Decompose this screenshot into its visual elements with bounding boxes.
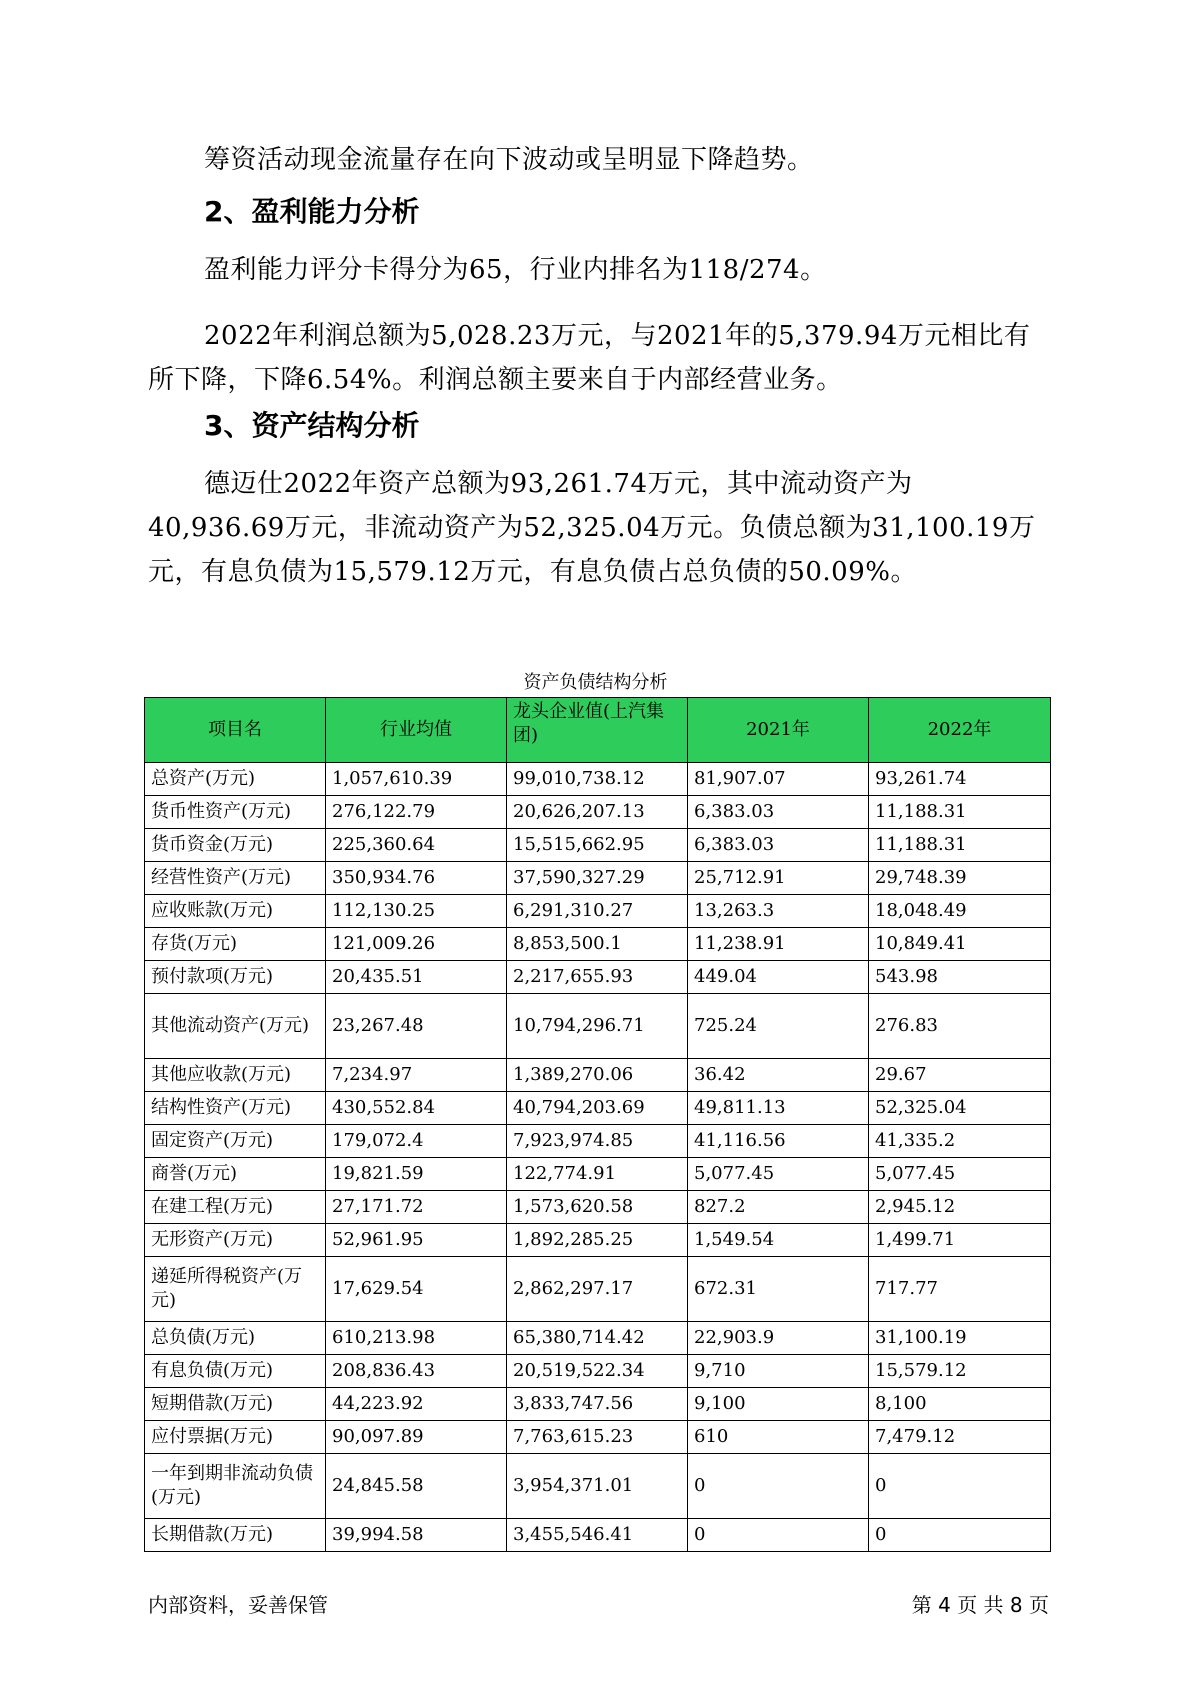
table-cell: 122,774.91 [507,1158,688,1191]
table-cell: 8,853,500.1 [507,928,688,961]
footer-page-number: 第 4 页 共 8 页 [911,1593,1049,1617]
table-cell: 9,710 [688,1355,869,1388]
table-cell: 11,188.31 [869,796,1051,829]
table-row [145,1125,1051,1158]
table-cell: 6,291,310.27 [507,895,688,928]
table-row-label: 应付票据(万元) [145,1421,326,1454]
table-cell: 0 [869,1519,1051,1552]
table-cell: 10,849.41 [869,928,1051,961]
table-cell: 39,994.58 [326,1519,507,1552]
table-cell: 0 [869,1454,1051,1519]
table-row-label: 应收账款(万元) [145,895,326,928]
paragraph-text: 筹资活动现金流量存在向下波动或呈明显下降趋势。 [204,145,814,175]
paragraph-asset-summary: 德迈仕2022年资产总额为93,261.74万元，其中流动资产为40,936.69万元，非流动资产为52,325.04万元。负债总额为31,100.19万元，有息负债为15,579.12万元，有息负债占总负债的50.09%。 [148,469,1036,587]
table-row [145,1421,1051,1454]
table-cell: 1,892,285.25 [507,1224,688,1257]
table-row-label: 长期借款(万元) [145,1519,326,1552]
table-row [145,928,1051,961]
table-cell: 725.24 [688,994,869,1059]
balance-structure-table [144,697,1051,1552]
table-cell: 22,903.9 [688,1322,869,1355]
table-cell: 40,794,203.69 [507,1092,688,1125]
table-row-label: 有息负债(万元) [145,1355,326,1388]
table-cell: 672.31 [688,1257,869,1322]
table-cell: 90,097.89 [326,1421,507,1454]
table-cell: 8,100 [869,1388,1051,1421]
table-cell: 350,934.76 [326,862,507,895]
table-caption: 资产负债结构分析 [523,672,668,693]
table-row [145,1355,1051,1388]
table-row-label: 总负债(万元) [145,1322,326,1355]
table-row-label: 递延所得税资产(万元) [145,1257,326,1322]
table-cell: 15,515,662.95 [507,829,688,862]
table-row [145,1257,1051,1322]
table-cell: 13,263.3 [688,895,869,928]
table-cell: 99,010,738.12 [507,763,688,796]
table-cell: 0 [688,1519,869,1552]
table-row-label: 经营性资产(万元) [145,862,326,895]
table-cell: 25,712.91 [688,862,869,895]
table-cell: 827.2 [688,1191,869,1224]
table-cell: 7,234.97 [326,1059,507,1092]
table-row-label: 一年到期非流动负债(万元) [145,1454,326,1519]
table-cell: 3,954,371.01 [507,1454,688,1519]
table-cell: 41,335.2 [869,1125,1051,1158]
table-cell: 543.98 [869,961,1051,994]
table-cell: 11,238.91 [688,928,869,961]
paragraph-cashflow-tail [148,138,1048,182]
table-cell: 49,811.13 [688,1092,869,1125]
table-row [145,1092,1051,1125]
table-cell: 15,579.12 [869,1355,1051,1388]
table-cell: 1,499.71 [869,1224,1051,1257]
table-cell: 6,383.03 [688,796,869,829]
table-row-label: 其他应收款(万元) [145,1059,326,1092]
table-row-label: 结构性资产(万元) [145,1092,326,1125]
table-row-label: 无形资产(万元) [145,1224,326,1257]
table-cell: 2,862,297.17 [507,1257,688,1322]
table-cell: 20,519,522.34 [507,1355,688,1388]
table-cell: 5,077.45 [869,1158,1051,1191]
table-cell: 27,171.72 [326,1191,507,1224]
table-header-cell: 行业均值 [326,698,507,763]
table-header-cell: 项目名 [145,698,326,763]
table-cell: 430,552.84 [326,1092,507,1125]
table-cell: 20,435.51 [326,961,507,994]
table-cell: 225,360.64 [326,829,507,862]
table-cell: 276.83 [869,994,1051,1059]
table-cell: 7,923,974.85 [507,1125,688,1158]
table-cell: 17,629.54 [326,1257,507,1322]
table-row-label: 总资产(万元) [145,763,326,796]
table-cell: 65,380,714.42 [507,1322,688,1355]
table-row [145,961,1051,994]
table-cell: 20,626,207.13 [507,796,688,829]
table-row [145,994,1051,1059]
table-cell: 276,122.79 [326,796,507,829]
table-row-label: 商誉(万元) [145,1158,326,1191]
table-row-label: 预付款项(万元) [145,961,326,994]
table-row [145,862,1051,895]
table-cell: 208,836.43 [326,1355,507,1388]
table-cell: 10,794,296.71 [507,994,688,1059]
table-cell: 610 [688,1421,869,1454]
table-cell: 610,213.98 [326,1322,507,1355]
table-row [145,763,1051,796]
table-row-label: 其他流动资产(万元) [145,994,326,1059]
table-body [145,763,1051,1552]
paragraph-profit-total: 2022年利润总额为5,028.23万元，与2021年的5,379.94万元相比有所下降，下降6.54%。利润总额主要来自于内部经营业务。 [148,321,1031,395]
heading-asset-structure: 3、资产结构分析 [204,409,420,442]
table-cell: 1,389,270.06 [507,1059,688,1092]
table-cell: 29,748.39 [869,862,1051,895]
table-row [145,1224,1051,1257]
table-row [145,895,1051,928]
table-row-label: 存货(万元) [145,928,326,961]
paragraph-profitability-score: 盈利能力评分卡得分为65，行业内排名为118/274。 [204,255,827,285]
heading-profitability: 2、盈利能力分析 [204,195,420,228]
table-row-label: 货币性资产(万元) [145,796,326,829]
table-cell: 7,479.12 [869,1421,1051,1454]
table-row [145,1519,1051,1552]
table-cell: 6,383.03 [688,829,869,862]
table-cell: 41,116.56 [688,1125,869,1158]
table-cell: 2,945.12 [869,1191,1051,1224]
table-cell: 9,100 [688,1388,869,1421]
table-cell: 36.42 [688,1059,869,1092]
table-cell: 52,961.95 [326,1224,507,1257]
table-cell: 52,325.04 [869,1092,1051,1125]
table-cell: 11,188.31 [869,829,1051,862]
table-cell: 717.77 [869,1257,1051,1322]
table-row [145,796,1051,829]
table-header-row [145,698,1051,763]
table-cell: 81,907.07 [688,763,869,796]
table-cell: 37,590,327.29 [507,862,688,895]
table-header-cell: 2021年 [688,698,869,763]
table-row [145,1059,1051,1092]
table-row-label: 固定资产(万元) [145,1125,326,1158]
table-row [145,1322,1051,1355]
table-cell: 1,573,620.58 [507,1191,688,1224]
table-cell: 93,261.74 [869,763,1051,796]
table-row-label: 货币资金(万元) [145,829,326,862]
table-cell: 3,455,546.41 [507,1519,688,1552]
table-cell: 112,130.25 [326,895,507,928]
table-cell: 7,763,615.23 [507,1421,688,1454]
table-cell: 5,077.45 [688,1158,869,1191]
table-cell: 0 [688,1454,869,1519]
table-cell: 44,223.92 [326,1388,507,1421]
table-cell: 31,100.19 [869,1322,1051,1355]
table-cell: 449.04 [688,961,869,994]
table-cell: 1,549.54 [688,1224,869,1257]
table-cell: 29.67 [869,1059,1051,1092]
table-row [145,1191,1051,1224]
table-cell: 23,267.48 [326,994,507,1059]
table-cell: 19,821.59 [326,1158,507,1191]
table-cell: 2,217,655.93 [507,961,688,994]
table-cell: 179,072.4 [326,1125,507,1158]
table-header-cell: 2022年 [869,698,1051,763]
table-cell: 1,057,610.39 [326,763,507,796]
table-cell: 24,845.58 [326,1454,507,1519]
table-cell: 121,009.26 [326,928,507,961]
table-row [145,1158,1051,1191]
table-row-label: 短期借款(万元) [145,1388,326,1421]
footer-confidential-note: 内部资料，妥善保管 [148,1593,328,1617]
table-row [145,829,1051,862]
table-cell: 3,833,747.56 [507,1388,688,1421]
table-header-cell: 龙头企业值(上汽集团) [507,698,688,763]
table-row-label: 在建工程(万元) [145,1191,326,1224]
table-cell: 18,048.49 [869,895,1051,928]
table-row [145,1388,1051,1421]
table-row [145,1454,1051,1519]
